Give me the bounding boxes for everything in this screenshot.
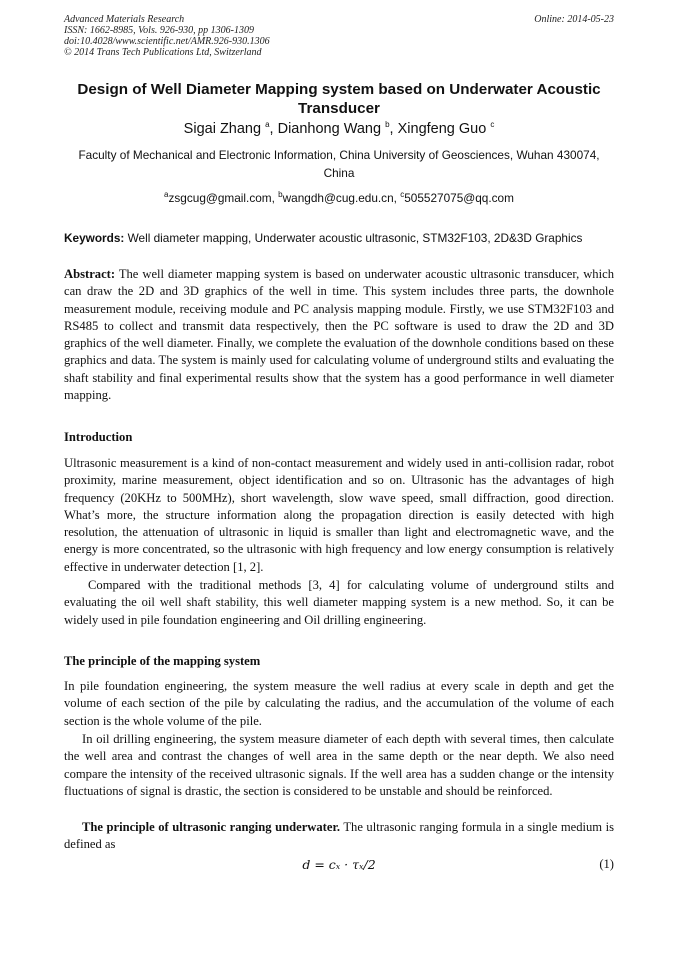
abstract-text: The well diameter mapping system is based on underwater acoustic ultrasonic transducer, which can draw the 2D and 3D graphics of the well in time. This system includes three parts, the downhole measurement module, receiving module and PC analysis mapping module. Firstly, we use STM32F103 and RS485 to collect and transmit data respectively, then the PC software is used to draw the 2D and 3D graphics of the well diameter. Finally, we complete the evaluation of the downhole conditions based on these graphics and data. The system is mainly used for calculating volume of underground stilts and evaluating the shaft stability and final experimental results show that the system has a good performance in well diameter mapping. bbox=[64, 267, 614, 403]
subsection-title: The principle of ultrasonic ranging underwater. bbox=[82, 820, 341, 834]
author-mark: b bbox=[385, 120, 390, 130]
author-mark: c bbox=[490, 120, 495, 130]
intro-paragraph-2: Compared with the traditional methods [3, 4] for calculating volume of underground stilts and evaluating the oil well shaft stability, this well diameter mapping system is a new method. So, it can be widely used in pile foundation engineering and Oil drilling engineering. bbox=[64, 578, 614, 627]
keywords bbox=[64, 229, 624, 247]
email-mark: b bbox=[278, 190, 283, 200]
keywords-label: Keywords: bbox=[64, 231, 125, 245]
author-name: Xingfeng Guo bbox=[397, 121, 487, 137]
principle-paragraph-3-text: The ultrasonic ranging formula in a single medium is defined as bbox=[64, 820, 615, 852]
intro-paragraph-1: Ultrasonic measurement is a kind of non-contact measurement and widely used in anti-collision radar, robot proximity, marine measurement, object identification and so on. Ultrasonic has the advantages of high frequency (20KHz to 500MHz), short wavelength, slow wave speed, small diffraction, good direction. What’s more, the structure information along the propagation direction is easily detected with high resolution, the attenuation of ultrasonic in liquid is smaller than light and electromagnetic wave, and the energy is more concentrated, so the ultrasonic with high frequency and low energy consumption is relatively effective in underwater detection [1, 2]. bbox=[64, 456, 614, 574]
email-link[interactable]: zsgcug@gmail.com bbox=[168, 191, 272, 205]
keywords-text: Well diameter mapping, Underwater acoustic ultrasonic, STM32F103, 2D&3D Graphics bbox=[127, 231, 583, 245]
paper-title: Design of Well Diameter Mapping system based on Underwater Acoustic Transducer bbox=[77, 81, 601, 117]
principle-heading: The principle of the mapping system bbox=[64, 654, 261, 668]
email-mark: c bbox=[400, 190, 405, 200]
online-date: Online: 2014-05-23 bbox=[534, 14, 614, 25]
doi[interactable]: doi:10.4028/www.scientific.net/AMR.926-930.1306 bbox=[64, 36, 270, 47]
author-list: Sigai Zhang $^a$, Dianhong Wang $^b$, Xingfeng Guo $^c$ bbox=[183, 120, 495, 137]
journal-name: Advanced Materials Research bbox=[64, 14, 185, 25]
equation-formula: d = cₓ · τₓ/2 bbox=[302, 857, 376, 872]
abstract-label: Abstract: bbox=[64, 267, 116, 281]
email-link[interactable]: 505527075@qq.com bbox=[404, 191, 514, 205]
author-mark: a bbox=[265, 120, 270, 130]
copyright: © 2014 Trans Tech Publications Ltd, Switzerland bbox=[64, 47, 262, 58]
affiliation: Faculty of Mechanical and Electronic Information, China University of Geosciences, Wuhan 430074, China bbox=[78, 148, 600, 180]
author-name: Dianhong Wang bbox=[277, 121, 382, 137]
principle-paragraph-3 bbox=[64, 819, 614, 854]
journal-header bbox=[64, 14, 614, 58]
email-link[interactable]: wangdh@cug.edu.cn bbox=[282, 191, 394, 205]
issn: ISSN: 1662-8985, Vols. 926-930, pp 1306-1309 bbox=[64, 25, 254, 36]
email-mark: a bbox=[164, 190, 169, 200]
author-name: Sigai Zhang bbox=[183, 121, 262, 137]
introduction-heading: Introduction bbox=[64, 430, 133, 444]
principle-paragraph-2: In oil drilling engineering, the system measure diameter of each depth with several times, then calculate the well area and contrast the changes of well area in the same depth or the near depth. We also need compare the intensity of the received ultrasonic signals. If the well area has a sudden change or the intensity fluctuations of signal is drastic, the section is considered to be unstable and should be reinforced. bbox=[64, 732, 614, 798]
equation-number: (1) bbox=[599, 857, 614, 871]
abstract bbox=[64, 266, 614, 404]
equation-1 bbox=[64, 857, 614, 877]
principle-paragraph-1: In pile foundation engineering, the system measure the well radius at every scale in depth and get the volume of each section of the pile by calculating the radius, and the accumulation of the volume of each section is the whole volume of the pile. bbox=[64, 679, 614, 728]
email-list: $^a$zsgcug@gmail.com, $^b$wangdh@cug.edu.cn, $^c$505527075@qq.com bbox=[164, 190, 514, 205]
